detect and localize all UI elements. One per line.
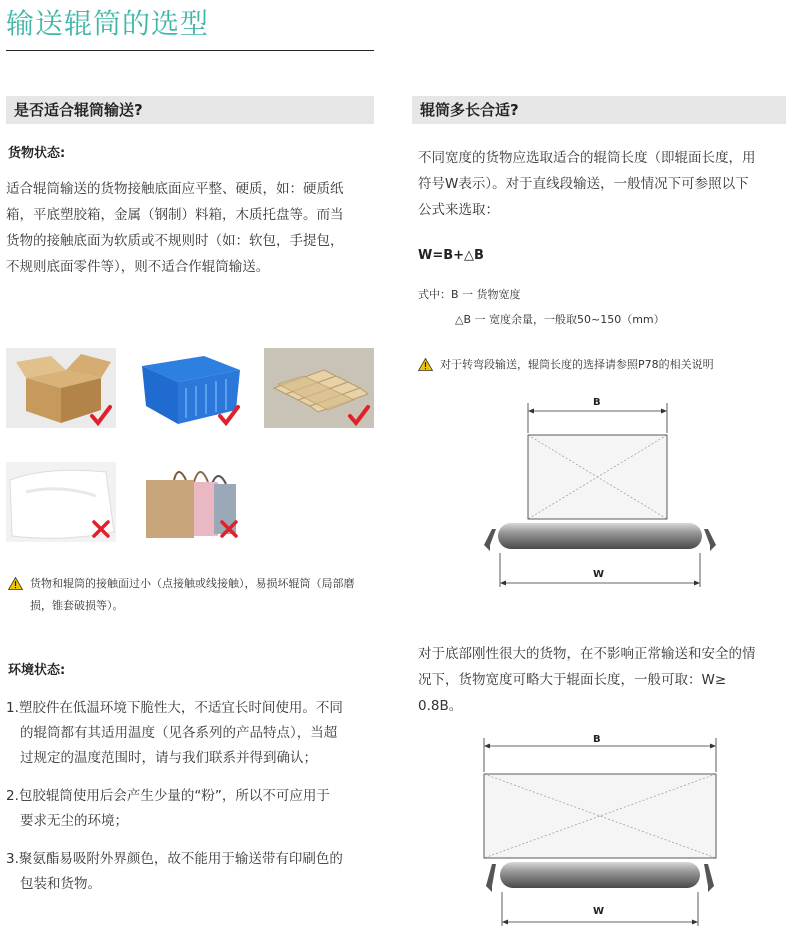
cargo-line: 不规则底面零件等），则不适合作辊筒输送。: [6, 259, 270, 275]
turn-warning-text: 对于转弯段输送，辊筒长度的选择请参照P78的相关说明: [440, 358, 714, 371]
plastic-crate-image: [134, 348, 244, 428]
cargo-line: 箱，平底塑胶箱，金属（钢制）料箱，木质托盘等。而当: [6, 207, 344, 223]
formula: W=B+△B: [418, 248, 484, 263]
rigid-line: 况下，货物宽度可略大于辊面长度，一般可取：W≥: [418, 672, 727, 688]
rigid-line: 0.8B。: [418, 698, 463, 714]
warning-icon: [418, 358, 433, 371]
environment-heading: 环境状态:: [8, 663, 66, 678]
formula-note-cargo-width: 式中：B 一 货物宽度: [418, 288, 521, 301]
list-item-line: 包装和货物。: [20, 876, 101, 892]
cross-icon: [90, 518, 112, 540]
handbags-image: [134, 462, 244, 542]
check-icon: [218, 404, 240, 426]
contact-warning: [8, 573, 380, 617]
list-item-line: 的辊筒都有其适用温度（见各系列的产品特点），当超: [20, 725, 338, 741]
dimension-label-b: B: [593, 397, 601, 408]
cargo-paragraph: [6, 176, 378, 280]
soft-bag-image: [6, 462, 116, 542]
cross-icon: [218, 518, 240, 540]
roller-diagram-2: [480, 734, 720, 930]
check-icon: [348, 404, 370, 426]
section-header-suitability: 是否适合辊筒输送?: [6, 96, 374, 124]
warning-icon: [8, 577, 23, 590]
check-icon: [90, 404, 112, 426]
roller-diagram-1: [480, 395, 720, 595]
rigid-cargo-paragraph: [418, 641, 788, 719]
page-title: 输送辊筒的选型: [6, 7, 210, 40]
wooden-pallet-image: [264, 348, 374, 428]
list-item-line: 要求无尘的环境；: [20, 813, 128, 829]
list-item-line: 过规定的温度范围时，请与我们联系并得到确认；: [20, 750, 317, 766]
environment-list: [6, 696, 382, 897]
intro-line: 公式来选取：: [418, 202, 499, 218]
list-item-line: 2.包胶辊筒使用后会产生少量的“粉”，所以不可应用于: [6, 788, 330, 804]
intro-line: 符号W表示）。对于直线段输送，一般情况下可参照以下: [418, 176, 749, 192]
cargo-line: 货物的接触底面为软质或不规则时（如：软包，手提包，: [6, 233, 344, 249]
list-item: [6, 696, 382, 771]
formula-note-margin: △B 一 宽度余量，一般取50~150（mm）: [455, 313, 665, 326]
intro-paragraph: [418, 145, 788, 223]
list-item: [6, 847, 382, 897]
turn-warning: [418, 354, 788, 376]
intro-line: 不同宽度的货物应选取适合的辊筒长度（即辊面长度，用: [418, 150, 756, 166]
cargo-line: 适合辊筒输送的货物接触底面应平整、硬质，如：硬质纸: [6, 181, 344, 197]
dimension-label-w: W: [593, 569, 605, 580]
warning-line: 货物和辊筒的接触面过小（点接触或线接触），易损坏辊筒（局部磨: [30, 577, 355, 590]
title-divider: [6, 50, 374, 51]
rigid-line: 对于底部刚性很大的货物，在不影响正常输送和安全的情: [418, 646, 756, 662]
dimension-label-w: W: [593, 906, 605, 917]
list-item-line: 3.聚氨酯易吸附外界颜色，故不能用于输送带有印刷色的: [6, 851, 343, 867]
dimension-label-b: B: [593, 734, 601, 745]
cardboard-box-image: [6, 348, 116, 428]
warning-line: 损，锥套破损等）。: [30, 599, 124, 612]
list-item-line: 1.塑胶件在低温环境下脆性大，不适宜长时间使用。不同: [6, 700, 343, 716]
list-item: [6, 784, 382, 834]
section-header-roller-length: 辊筒多长合适?: [412, 96, 786, 124]
cargo-state-heading: 货物状态:: [8, 146, 66, 161]
